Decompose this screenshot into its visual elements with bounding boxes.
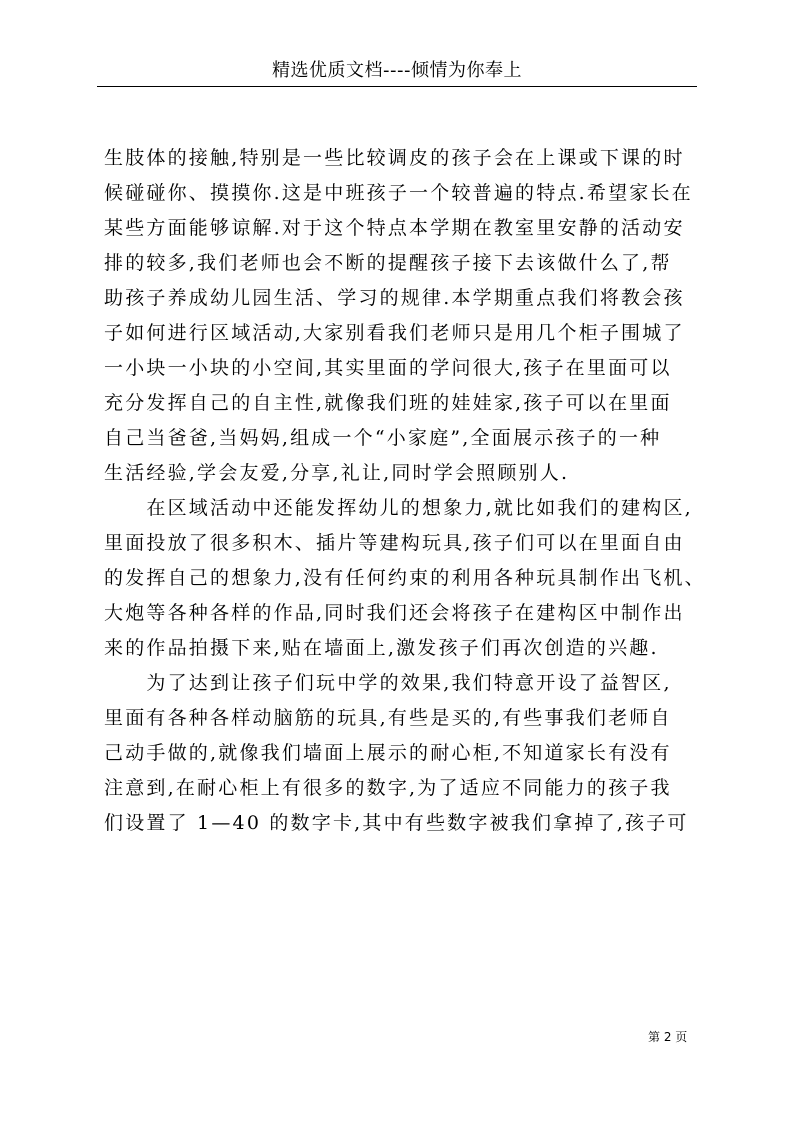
body-line: 某些方面能够谅解.对于这个特点本学期在教室里安静的活动安	[104, 217, 685, 239]
body-line: 里面投放了很多积木、插片等建构玩具,孩子们可以在里面自由	[104, 532, 685, 554]
body-line: 生活经验,学会友爱,分享,礼让,同时学会照顾别人.	[104, 462, 570, 484]
body-line: 充分发挥自己的自主性,就像我们班的娃娃家,孩子可以在里面	[104, 392, 672, 414]
page-number: 第 2 页	[648, 1030, 688, 1044]
body-line: 子如何进行区域活动,大家别看我们老师只是用几个柜子围城了	[104, 322, 685, 344]
body-line: 生肢体的接触,特别是一些比较调皮的孩子会在上课或下课的时	[104, 147, 685, 169]
body-line: 们设置了 1—40 的数字卡,其中有些数字被我们拿掉了,孩子可	[104, 812, 689, 834]
body-line: 候碰碰你、摸摸你.这是中班孩子一个较普遍的特点.希望家长在	[104, 182, 693, 204]
body-line: 己动手做的,就像我们墙面上展示的耐心柜,不知道家长有没有	[104, 742, 672, 764]
body-line: 在区域活动中还能发挥幼儿的想象力,就比如我们的建构区,	[104, 497, 693, 519]
body-line: 为了达到让孩子们玩中学的效果,我们特意开设了益智区,	[104, 672, 672, 694]
body-line: 注意到,在耐心柜上有很多的数字,为了适应不同能力的孩子我	[104, 777, 672, 799]
body-line: 助孩子养成幼儿园生活、学习的规律.本学期重点我们将教会孩	[104, 287, 685, 309]
body-line: 一小块一小块的小空间,其实里面的学问很大,孩子在里面可以	[104, 357, 672, 379]
body-line: 里面有各种各样动脑筋的玩具,有些是买的,有些事我们老师自	[104, 707, 672, 729]
header-divider	[97, 86, 697, 87]
document-header-title: 精选优质文档----倾情为你奉上	[272, 60, 522, 81]
document-body	[104, 141, 704, 841]
body-line: 大炮等各种各样的作品,同时我们还会将孩子在建构区中制作出	[104, 602, 685, 624]
body-line: 排的较多,我们老师也会不断的提醒孩子接下去该做什么了,帮	[104, 252, 672, 274]
body-line: 来的作品拍摄下来,贴在墙面上,激发孩子们再次创造的兴趣.	[104, 637, 659, 659]
body-line: 的发挥自己的想象力,没有任何约束的利用各种玩具制作出飞机、	[104, 567, 706, 589]
body-line: 自己当爸爸,当妈妈,组成一个“小家庭”,全面展示孩子的一种	[104, 427, 662, 449]
